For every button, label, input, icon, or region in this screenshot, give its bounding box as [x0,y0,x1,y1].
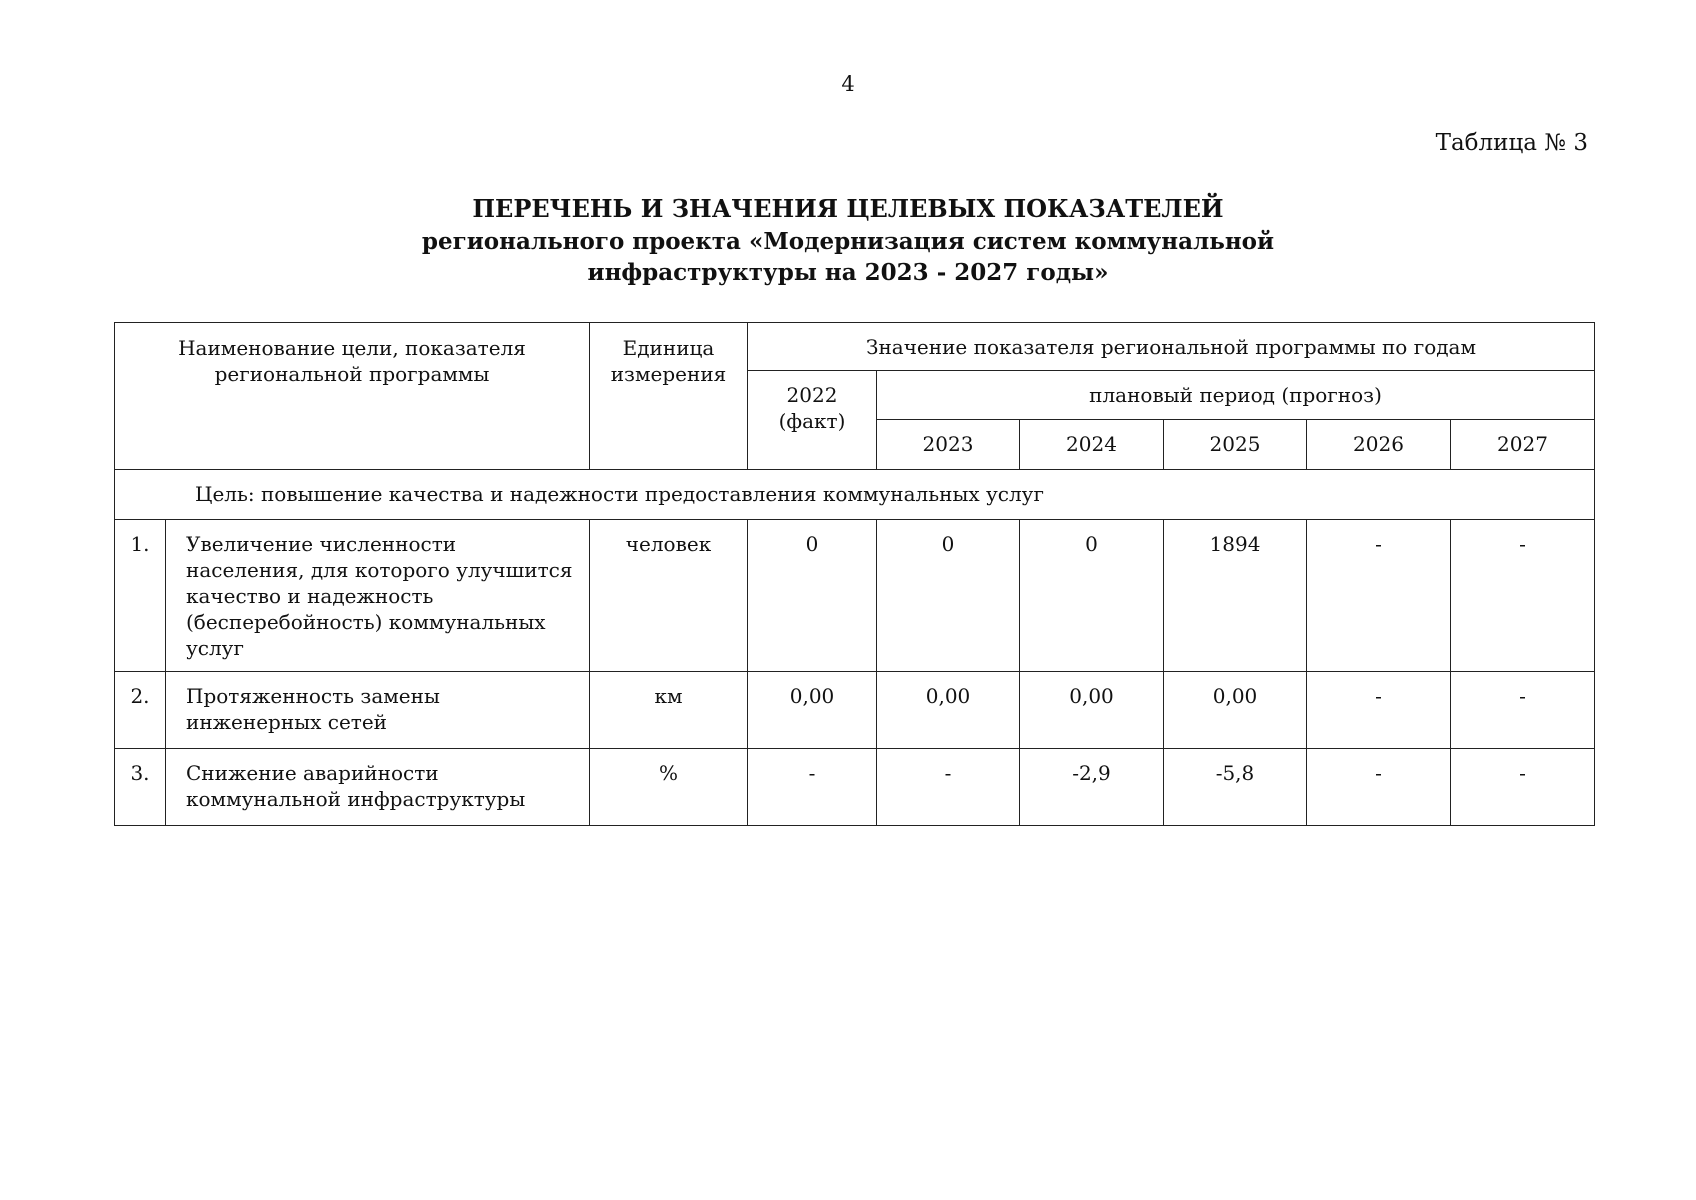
header-fact-year [748,371,877,470]
row-number: 1. [115,520,166,672]
indicator-name: Увеличение численности населения, для которого улучшится качество и надежность (бесперебойность) коммунальных услуг [166,520,590,672]
value-cell: 0,00 [1020,672,1164,749]
value-cell: 0,00 [1164,672,1307,749]
indicator-name: Снижение аварийности коммунальной инфраструктуры [166,749,590,826]
value-cell: 0 [1020,520,1164,672]
value-cell: - [1307,520,1451,672]
value-cell: - [1307,672,1451,749]
title-line-period: инфраструктуры на 2023 - 2027 годы» [587,259,1109,286]
value-cell: - [1451,520,1595,672]
row-number: 3. [115,749,166,826]
header-unit: Единица измерения [590,323,748,470]
table-label: Таблица № 3 [1435,130,1588,156]
indicator-unit: человек [590,520,748,672]
title-line-main: ПЕРЕЧЕНЬ И ЗНАЧЕНИЯ ЦЕЛЕВЫХ ПОКАЗАТЕЛЕЙ [472,194,1224,223]
indicators-table [114,322,1595,826]
document-title [0,192,1696,288]
header-year: 2023 [877,420,1020,470]
value-cell: 0,00 [877,672,1020,749]
value-cell: - [877,749,1020,826]
goal-row: Цель: повышение качества и надежности предоставления коммунальных услуг [115,470,1595,520]
header-year: 2025 [1164,420,1307,470]
value-cell: - [1307,749,1451,826]
table-row [115,749,1595,826]
value-cell: 0 [748,520,877,672]
header-year: 2024 [1020,420,1164,470]
indicator-unit: км [590,672,748,749]
value-cell: -5,8 [1164,749,1307,826]
header-fact-year-value: 2022 [786,383,838,407]
header-fact-label: (факт) [778,409,846,433]
value-cell: 0,00 [748,672,877,749]
table-row [115,672,1595,749]
value-cell: - [1451,749,1595,826]
value-cell: 0 [877,520,1020,672]
value-cell: -2,9 [1020,749,1164,826]
value-cell: - [748,749,877,826]
value-cell: - [1451,672,1595,749]
table-row [115,520,1595,672]
header-values-by-year: Значение показателя региональной программы по годам [748,323,1595,371]
header-year: 2026 [1307,420,1451,470]
indicator-unit: % [590,749,748,826]
header-plan-period: плановый период (прогноз) [877,371,1595,420]
header-year: 2027 [1451,420,1595,470]
header-name: Наименование цели, показателя региональной программы [115,323,590,470]
indicator-name: Протяженность замены инженерных сетей [166,672,590,749]
page-number: 4 [841,72,855,96]
value-cell: 1894 [1164,520,1307,672]
title-line-project: регионального проекта «Модернизация систем коммунальной [421,228,1275,255]
row-number: 2. [115,672,166,749]
